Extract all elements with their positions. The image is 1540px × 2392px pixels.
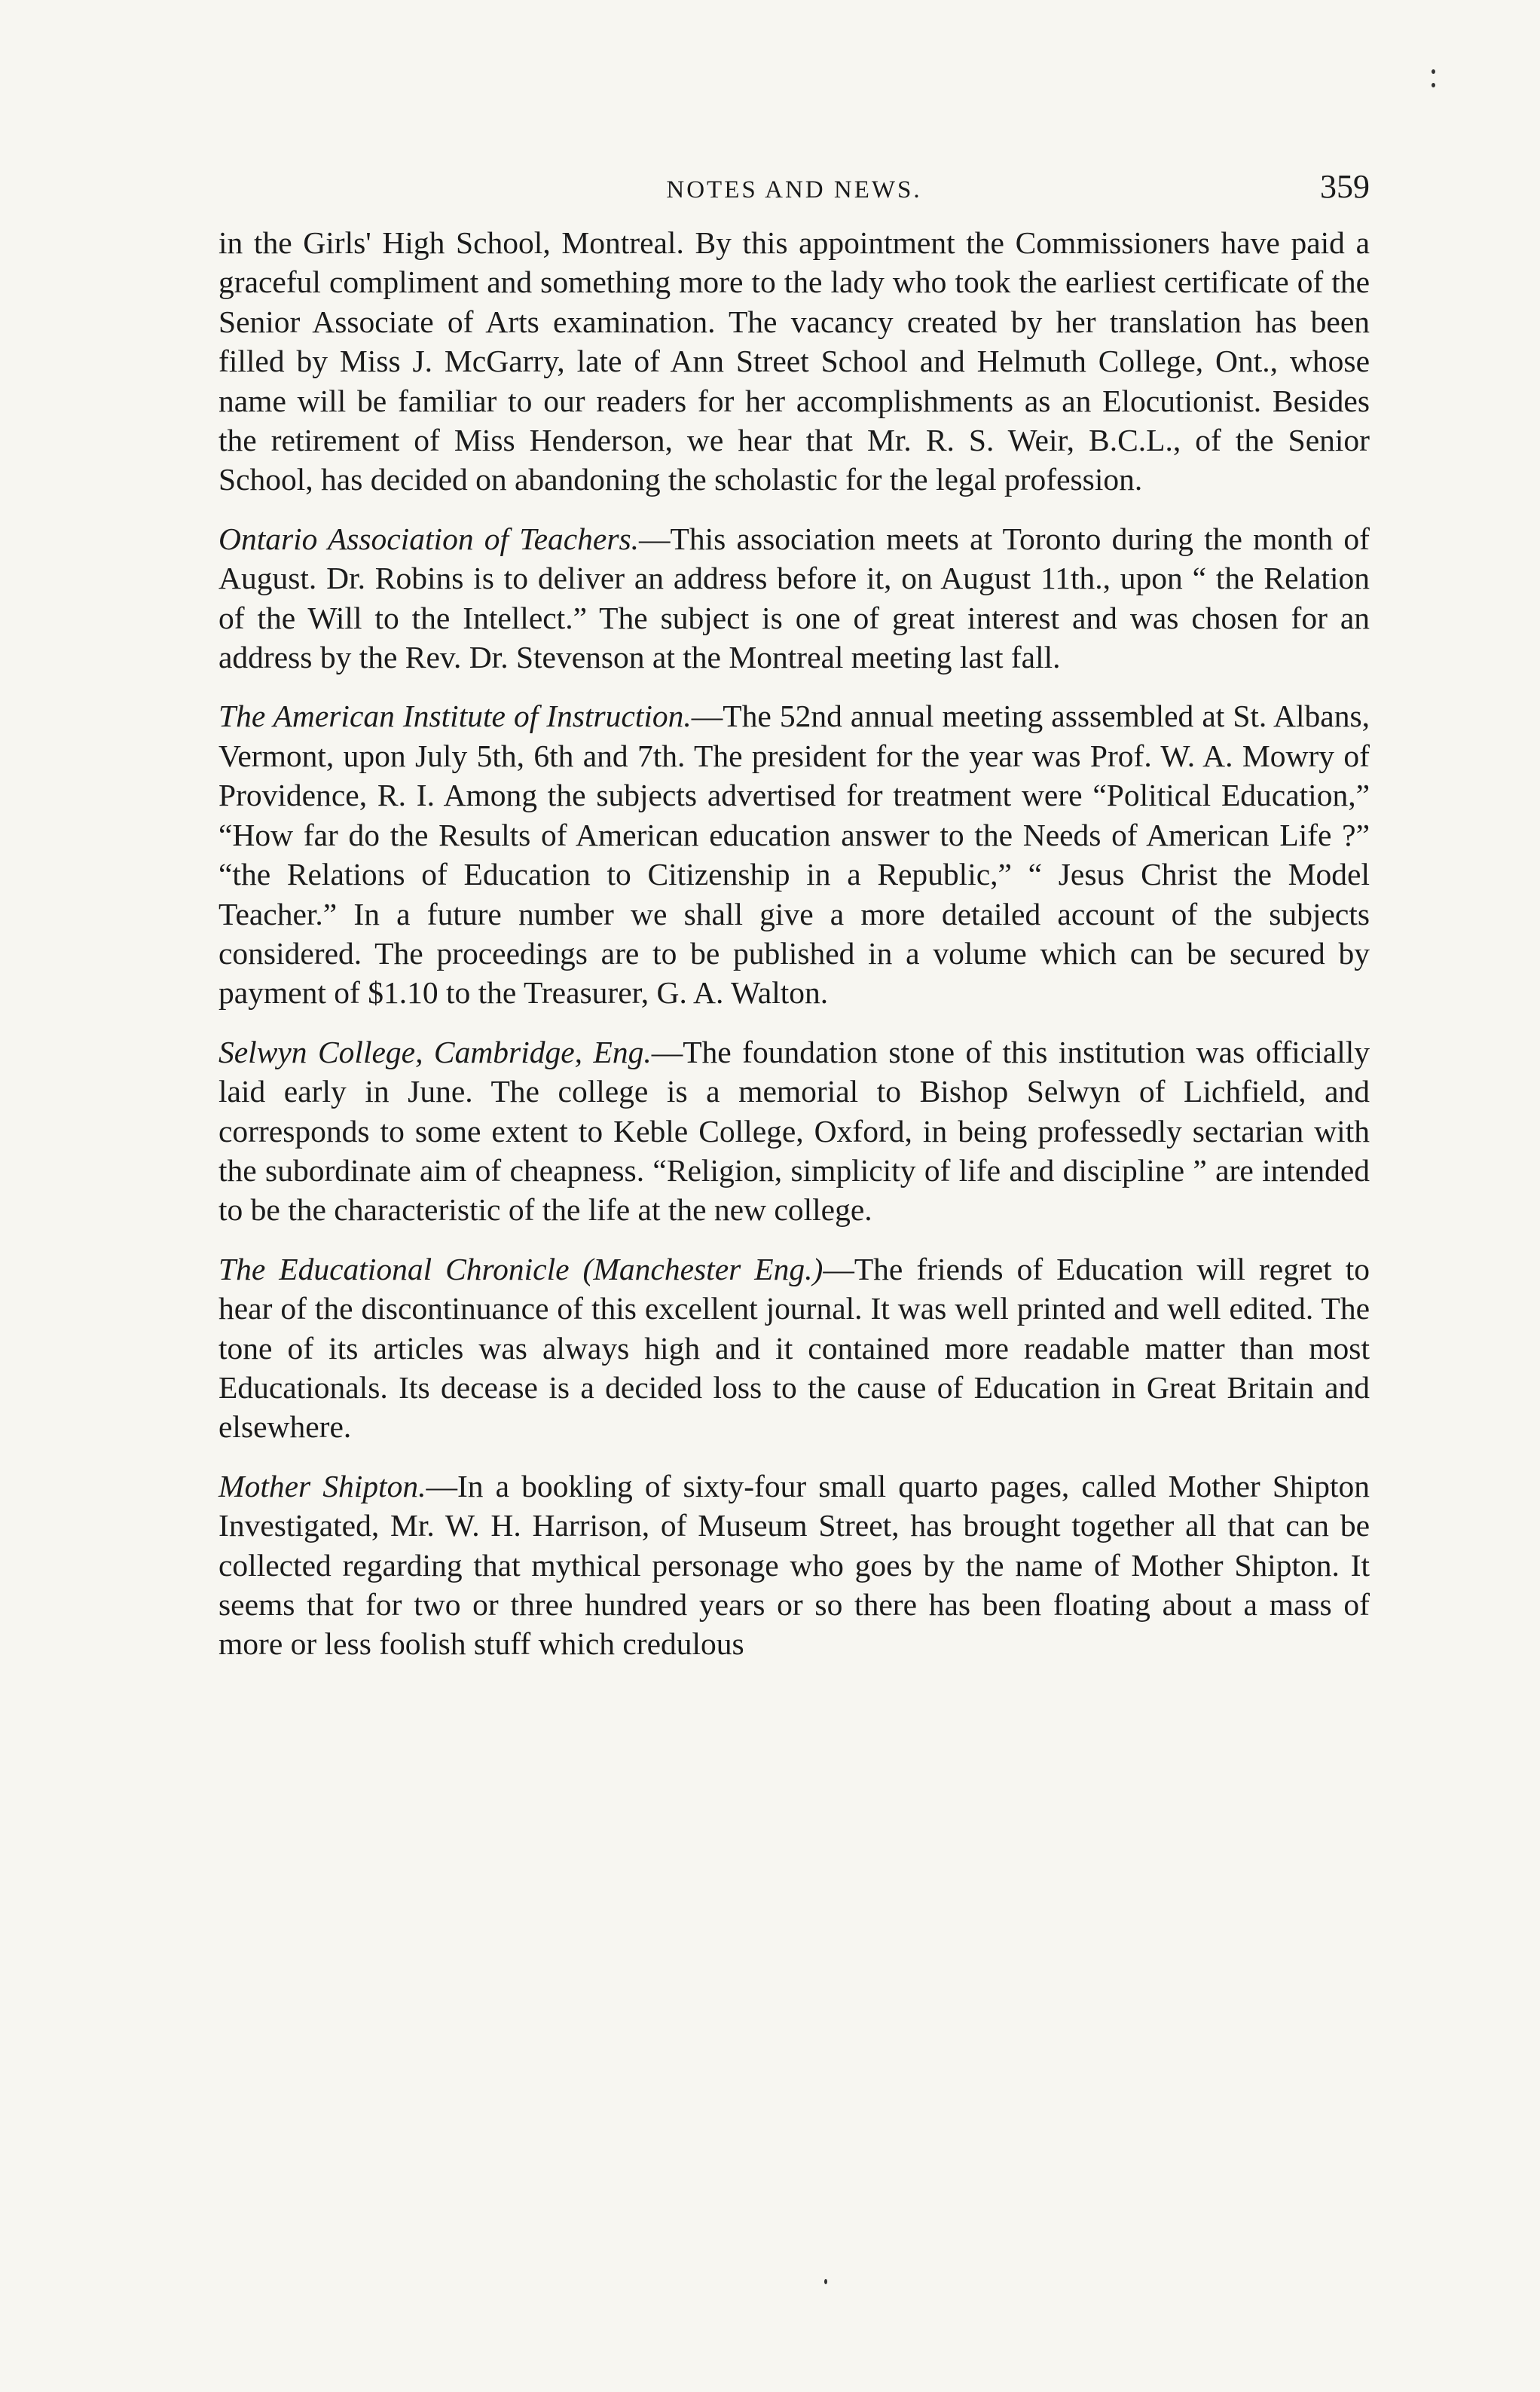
ink-speck xyxy=(824,2279,827,2284)
paragraph-mother-shipton xyxy=(218,1467,1370,1664)
paragraph-lead: Ontario Association of Teachers. xyxy=(218,521,640,556)
paragraph-text: —In a bookling of sixty-four small quarto pages, called Mother Shipton Investigated, Mr. W. H. Harrison, of Museum Street, has brought together all that can be collected regarding that mythical personage who goes by the name of Mother Shipton. It seems that for two or three hundred years or so there has been floating about a mass of more or less foolish stuff which credulous xyxy=(218,1468,1370,1662)
ink-speck xyxy=(1432,69,1435,74)
running-head xyxy=(218,164,1370,206)
paragraph-text: in the Girls' High School, Montreal. By this appointment the Commissioners have paid a graceful compliment and something more to the lady who took the earliest certificate of the Senior Associate of Arts examination. The vacancy created by her translation has been filled by Miss J. McGarry, late of Ann Street School and Helmuth College, Ont., whose name will be familiar to our readers for her accomplishments as an Elocutionist. Besides the retirement of Miss Henderson, we hear that Mr. R. S. Weir, B.C.L., of the Senior School, has decided on abandoning the scholastic for the legal profession. xyxy=(218,225,1370,497)
paragraph-lead: The American Institute of Instruction. xyxy=(218,699,692,734)
paragraph-ontario-association xyxy=(218,519,1370,678)
journal-page xyxy=(218,164,1370,1684)
paragraph-text: —The 52nd annual meeting asssembled at St. Albans, Vermont, upon July 5th, 6th and 7th. The president for the year was Prof. W. A. Mowry of Providence, R. I. Among the subjects advertised for treatment were “Political Education,” “How far do the Results of American education answer to the Needs of American Life ?” “the Relations of Education to Citizenship in a Republic,” “ Jesus Christ the Model Teacher.” In a future number we shall give a more detailed account of the subjects considered. The proceedings are to be published in a volume which can be secured by payment of $1.10 to the Treasurer, G. A. Walton. xyxy=(218,699,1370,1011)
page-number: 359 xyxy=(1320,168,1370,205)
paragraph-lead: Selwyn College, Cambridge, Eng. xyxy=(218,1034,652,1069)
paragraph-text: —This association meets at Toronto during the month of August. Dr. Robins is to deliver an address before it, on August 11th., upon “ the Relation of the Will to the Intellect.” The subject is one of great interest and was chosen for an address by the Rev. Dr. Stevenson at the Montreal meeting last fall. xyxy=(218,521,1370,675)
paragraph-girls-high-school xyxy=(218,223,1370,500)
paragraph-lead: Mother Shipton. xyxy=(218,1468,426,1503)
running-title: NOTES AND NEWS. xyxy=(666,176,922,203)
ink-speck xyxy=(1432,83,1435,87)
paragraph-text: —The foundation stone of this institution was officially laid early in June. The college is a memorial to Bishop Selwyn of Lichfield, and corresponds to some extent to Keble College, Oxford, in being professedly sectarian with the subordinate aim of cheapness. “Religion, simplicity of life and discipline ” are intended to be the characteristic of the life at the new college. xyxy=(218,1034,1370,1228)
paragraph-text: —The friends of Education will regret to hear of the discontinuance of this excellent journal. It was well printed and well edited. The tone of its articles was always high and it contained more readable matter than most Educationals. Its decease is a decided loss to the cause of Education in Great Britain and elsewhere. xyxy=(218,1251,1370,1445)
paragraph-educational-chronicle xyxy=(218,1250,1370,1447)
paragraph-lead: The Educational Chronicle (Manchester Eng.) xyxy=(218,1251,823,1286)
paragraph-selwyn-college xyxy=(218,1032,1370,1230)
paragraph-american-institute xyxy=(218,696,1370,1012)
